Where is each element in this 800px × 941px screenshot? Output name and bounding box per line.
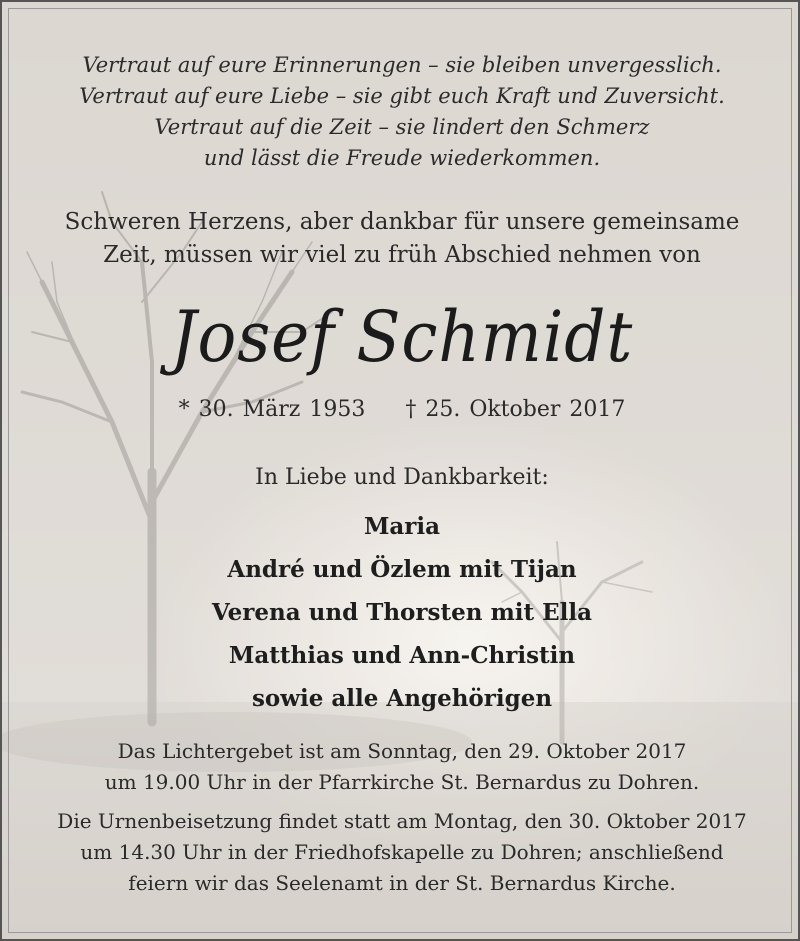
burial-info: [2, 806, 800, 899]
death-date: † 25. Oktober 2017: [405, 397, 626, 422]
mourner-name: André und Özlem mit Tijan: [227, 556, 577, 583]
motto-verse: [2, 50, 800, 174]
vigil-info: [2, 736, 800, 798]
mourner-name: Verena und Thorsten mit Ella: [211, 599, 593, 626]
motto-line: Vertraut auf eure Liebe – sie gibt euch Kraft und Zuversicht.: [79, 84, 725, 108]
motto-line: Vertraut auf die Zeit – sie lindert den Schmerz: [154, 115, 650, 139]
burial-line: feiern wir das Seelenamt in der St. Bernardus Kirche.: [128, 871, 676, 895]
mourner-name: Maria: [363, 513, 441, 540]
mourner-name: Matthias und Ann-Christin: [228, 642, 576, 669]
intro-line: Zeit, müssen wir viel zu früh Abschied nehmen von: [103, 242, 701, 268]
burial-line: Die Urnenbeisetzung findet statt am Montag, den 30. Oktober 2017: [57, 809, 747, 833]
vigil-line: um 19.00 Uhr in der Pfarrkirche St. Bernardus zu Dohren.: [104, 770, 700, 794]
life-dates: [2, 394, 800, 426]
burial-line: um 14.30 Uhr in der Friedhofskapelle zu Dohren; anschließend: [80, 840, 724, 864]
birth-date: * 30. März 1953: [178, 397, 366, 422]
motto-line: und lässt die Freude wiederkommen.: [203, 146, 601, 170]
mourners-list: [2, 505, 800, 720]
vigil-line: Das Lichtergebet ist am Sonntag, den 29. Oktober 2017: [117, 739, 687, 763]
intro-text: [2, 206, 800, 272]
thanks-heading: In Liebe und Dankbarkeit:: [255, 465, 549, 490]
intro-line: Schweren Herzens, aber dankbar für unsere gemeinsame: [64, 209, 740, 235]
motto-line: Vertraut auf eure Erinnerungen – sie bleiben unvergesslich.: [82, 53, 722, 77]
deceased-name: Josef Schmidt: [170, 296, 634, 378]
mourner-name: sowie alle Angehörigen: [251, 685, 553, 712]
